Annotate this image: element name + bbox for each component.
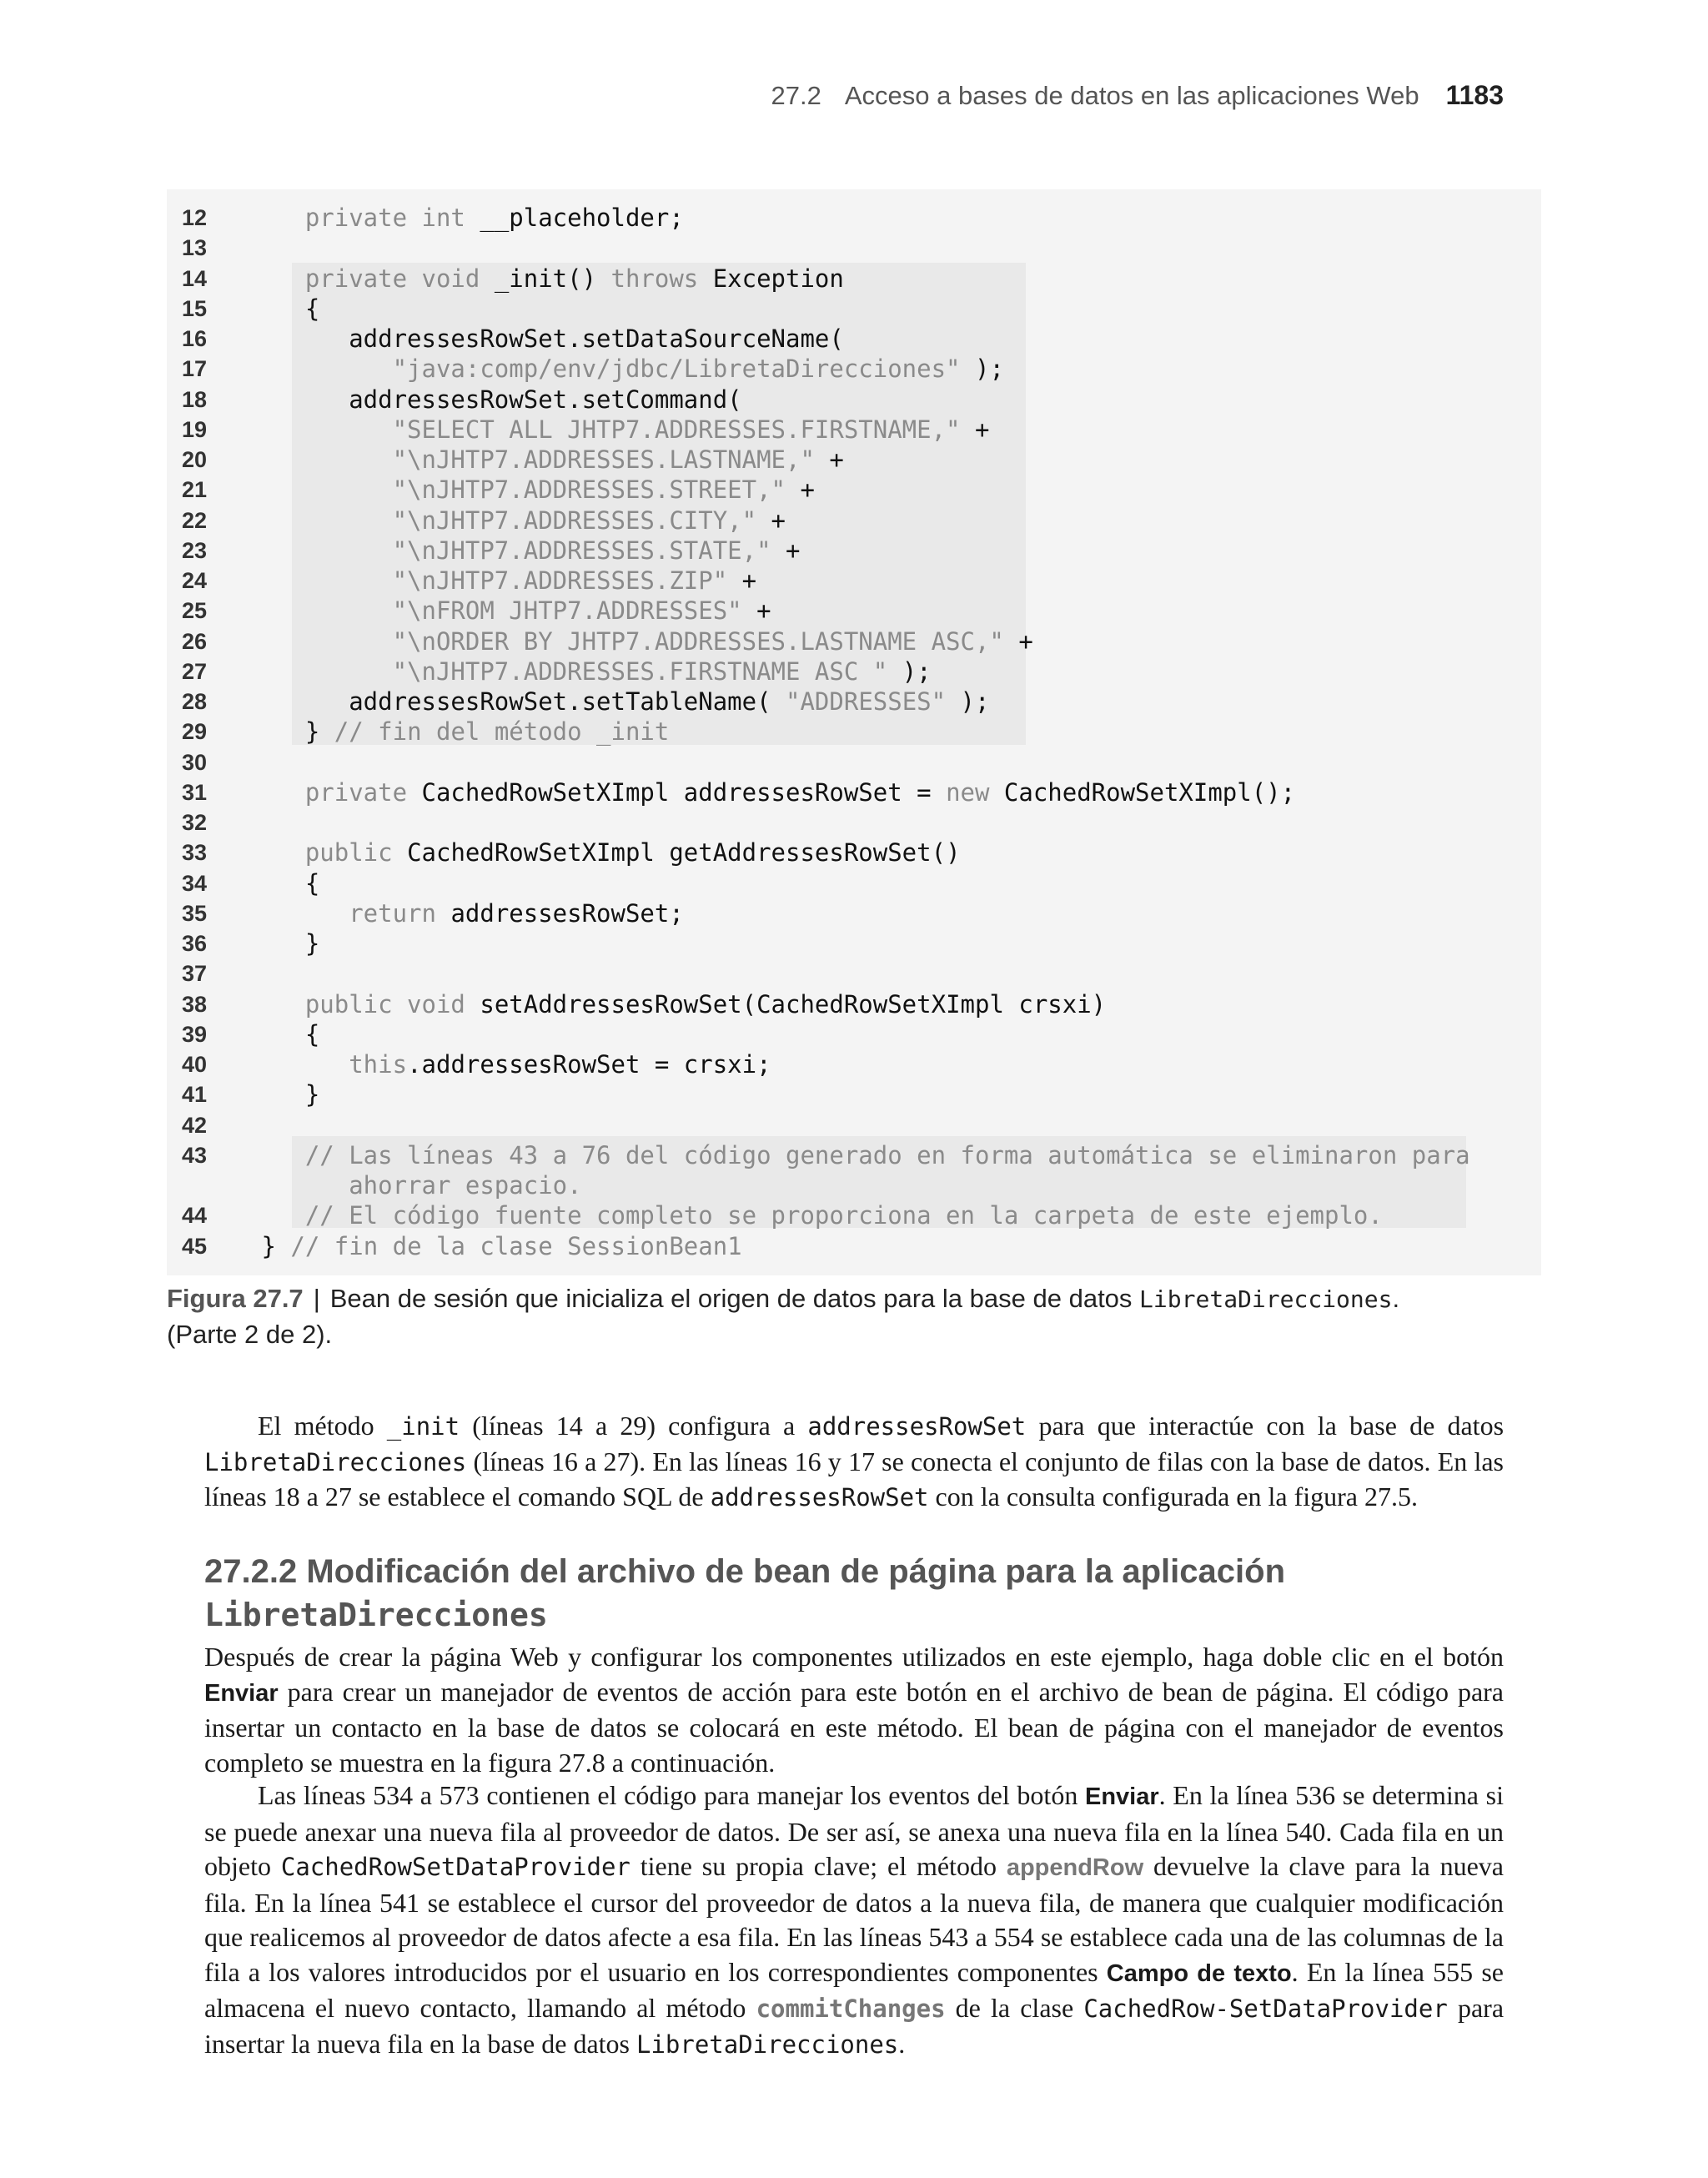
code-text	[247, 324, 844, 354]
inline-code: CachedRowSetDataProvider	[280, 1853, 630, 1881]
code-line	[167, 837, 1541, 868]
line-number: 39	[182, 1021, 208, 1047]
line-number: 23	[182, 537, 208, 563]
line-number: 20	[182, 447, 208, 472]
caption-separator: |	[313, 1284, 320, 1313]
code-token: addressesRowSet.setTableName(	[247, 687, 786, 716]
code-line	[167, 1200, 1541, 1230]
code-text	[247, 264, 844, 294]
line-number: 16	[182, 326, 208, 351]
text-run: para crear un manejador de eventos de acción para este botón en el archivo de bean de página. El código para insertar un contacto en la base de datos se colocará en este método. El bean de página con el manejador de eventos completo se muestra en la figura 27.8 a continuación.	[204, 1676, 1504, 1778]
line-number: 17	[182, 356, 208, 382]
code-token: // fin del método _init	[334, 717, 670, 747]
inline-code: addressesRowSet	[807, 1412, 1027, 1441]
code-token: CachedRowSetXImpl getAddressesRowSet()	[407, 838, 961, 868]
line-number: 14	[182, 265, 208, 291]
line-number: 41	[182, 1082, 208, 1108]
running-header	[771, 80, 1504, 120]
page-number: 1183	[1445, 80, 1504, 110]
code-line	[167, 294, 1541, 324]
code-token: );	[974, 355, 1004, 384]
caption-part: (Parte 2 de 2).	[167, 1320, 333, 1349]
line-number: 34	[182, 870, 208, 896]
code-token: );	[902, 656, 932, 686]
code-token: this	[247, 1050, 408, 1079]
line-number: 28	[182, 689, 208, 714]
code-token: addressesRowSet;	[450, 898, 684, 928]
code-text	[247, 989, 1106, 1019]
line-number: 26	[182, 628, 208, 654]
line-number: 29	[182, 719, 208, 745]
code-token: "\nJHTP7.ADDRESSES.STATE,"	[247, 536, 786, 565]
code-token: addressesRowSet.setDataSourceName(	[247, 324, 844, 353]
code-line	[167, 475, 1541, 505]
line-number: 44	[182, 1203, 208, 1229]
code-text	[247, 506, 786, 536]
code-token: }	[247, 929, 320, 958]
code-line	[167, 656, 1541, 687]
caption-code: LibretaDirecciones	[1139, 1285, 1393, 1313]
code-text	[247, 415, 989, 445]
line-number: 33	[182, 840, 208, 866]
code-token: public void	[247, 989, 480, 1019]
code-text	[247, 385, 742, 415]
line-number: 32	[182, 810, 208, 835]
text-run: (líneas 16 a 27). En las líneas 16 y 17 se conecta el conjunto de filas con la base de datos. En las líneas 18 a 27 se establece el comando SQL de	[204, 1446, 1504, 1512]
code-text	[247, 777, 1295, 807]
code-line	[167, 324, 1541, 354]
code-token: {	[247, 294, 320, 323]
code-line	[167, 717, 1541, 747]
inline-code: Enviar	[1084, 1783, 1159, 1810]
code-line	[167, 626, 1541, 656]
code-text	[247, 656, 932, 687]
code-line	[167, 415, 1541, 445]
code-text	[247, 1079, 319, 1109]
text-run: tiene su propia clave; el método	[630, 1851, 1007, 1881]
paragraph-init-method	[204, 1409, 1504, 1516]
inline-code: appendRow	[1006, 1854, 1144, 1881]
text-run: . En la línea 536 se determina si se puede anexar una nueva fila al proveedor de datos. De ser así, se anexa una nueva fila en la línea 540. Cada fila en un objeto	[204, 1780, 1505, 1881]
code-token: }	[247, 1231, 291, 1260]
figure-caption	[167, 1281, 1535, 1352]
paragraph-event-code	[204, 1778, 1504, 2062]
line-number: 24	[182, 568, 208, 593]
code-token: __placeholder;	[480, 204, 684, 232]
line-number: 35	[182, 900, 208, 926]
line-number: 18	[182, 386, 208, 412]
code-text	[247, 294, 319, 324]
line-number: 21	[182, 477, 208, 503]
text-run: para que interactúe con la base de datos	[1026, 1411, 1505, 1441]
code-token: "\nFROM JHTP7.ADDRESSES"	[247, 596, 757, 626]
code-line	[167, 264, 1541, 294]
inline-code: _init	[386, 1412, 460, 1441]
code-line	[167, 989, 1541, 1019]
code-token: +	[771, 506, 786, 535]
code-line	[167, 747, 1541, 777]
code-text	[247, 203, 684, 233]
code-line	[167, 687, 1541, 717]
code-text	[247, 1019, 319, 1049]
code-token: +	[786, 536, 801, 565]
text-run: (líneas 14 a 29) configura a	[460, 1411, 808, 1441]
running-title: Acceso a bases de datos en las aplicaciones Web	[844, 81, 1419, 110]
code-line	[167, 596, 1541, 626]
section-heading	[204, 1550, 1504, 1637]
code-text	[247, 717, 669, 747]
code-line	[167, 958, 1541, 988]
code-text	[247, 445, 844, 475]
text-run: Después de crear la página Web y configurar los componentes utilizados en este ejemplo, haga doble clic en el botón	[204, 1642, 1504, 1672]
code-text	[247, 898, 684, 928]
code-line	[167, 385, 1541, 415]
inline-code: Enviar	[204, 1679, 279, 1707]
code-token: "\nJHTP7.ADDRESSES.STREET,"	[247, 475, 801, 505]
code-text	[247, 475, 815, 505]
code-line	[167, 807, 1541, 837]
line-number: 36	[182, 931, 208, 956]
code-line	[167, 203, 1541, 233]
code-text	[247, 566, 756, 596]
code-token: new	[946, 777, 1004, 807]
code-listing	[167, 203, 1541, 1261]
code-line	[167, 566, 1541, 596]
code-token: +	[800, 475, 815, 505]
code-line	[167, 1019, 1541, 1049]
inline-code: CachedRow-SetDataProvider	[1083, 1994, 1448, 2023]
line-number: 38	[182, 991, 208, 1017]
code-token: setAddressesRowSet(CachedRowSetXImpl crsxi)	[480, 989, 1107, 1019]
inline-code: commitChanges	[756, 1994, 946, 2023]
code-line	[167, 445, 1541, 475]
code-line	[167, 1140, 1541, 1170]
code-token: "SELECT ALL JHTP7.ADDRESSES.FIRSTNAME,"	[247, 415, 975, 444]
code-text	[247, 837, 961, 868]
code-line	[167, 777, 1541, 807]
line-number: 45	[182, 1233, 208, 1259]
caption-text: Bean de sesión que inicializa el origen de datos para la base de datos	[329, 1284, 1133, 1313]
code-token: // Las líneas 43 a 76 del código generado en forma automática se eliminaron para	[247, 1140, 1470, 1169]
line-number: 43	[182, 1142, 208, 1168]
code-token: // El código fuente completo se proporciona en la carpeta de este ejemplo.	[247, 1201, 1383, 1230]
code-token: ahorrar espacio.	[247, 1171, 582, 1200]
code-line	[167, 868, 1541, 898]
line-number: 40	[182, 1052, 208, 1077]
code-token: return	[247, 898, 451, 928]
code-token: private	[247, 777, 422, 807]
code-token: throws	[610, 264, 713, 293]
line-number: 27	[182, 658, 208, 684]
line-number: 25	[182, 598, 208, 624]
code-text	[247, 1231, 742, 1261]
code-text	[247, 1170, 582, 1200]
code-token: "java:comp/env/jdbc/LibretaDirecciones"	[247, 355, 975, 384]
text-run: de la clase	[945, 1993, 1084, 2023]
code-token: "\nJHTP7.ADDRESSES.ZIP"	[247, 566, 742, 595]
code-token: "\nJHTP7.ADDRESSES.FIRSTNAME ASC "	[247, 656, 902, 686]
code-token: }	[247, 717, 334, 747]
code-text	[247, 596, 771, 626]
code-text	[247, 687, 989, 717]
text-run: Las líneas 534 a 573 contienen el código para manejar los eventos del botón	[258, 1780, 1085, 1810]
code-line	[167, 536, 1541, 566]
code-token: +	[741, 566, 757, 595]
code-token: }	[247, 1080, 320, 1109]
code-line	[167, 898, 1541, 928]
code-token: private void	[247, 264, 495, 293]
code-token: addressesRowSet.setCommand(	[247, 385, 742, 414]
line-number: 30	[182, 749, 208, 775]
code-token: CachedRowSetXImpl addressesRowSet =	[421, 777, 947, 807]
code-token: CachedRowSetXImpl();	[1003, 777, 1296, 807]
figure-label: Figura 27.7	[167, 1284, 304, 1313]
code-token: .addressesRowSet = crsxi;	[407, 1050, 771, 1079]
code-text	[247, 1049, 771, 1079]
text-run: para insertar la nueva fila en la base de datos	[204, 1993, 1505, 2059]
code-token: _init()	[494, 264, 611, 293]
code-token: private int	[247, 204, 480, 232]
code-token: "\nORDER BY JHTP7.ADDRESSES.LASTNAME ASC,"	[247, 626, 1019, 656]
code-token: );	[960, 687, 990, 716]
code-token: +	[829, 445, 844, 474]
code-token: Exception	[712, 264, 844, 293]
line-number: 22	[182, 507, 208, 533]
heading-text: Modificación del archivo de bean de página para la aplicación	[306, 1553, 1285, 1590]
code-line	[167, 1231, 1541, 1261]
paragraph-create-handler	[204, 1640, 1504, 1780]
code-text	[247, 1200, 1383, 1230]
line-number: 13	[182, 235, 208, 261]
line-number: 31	[182, 779, 208, 805]
code-line	[167, 1110, 1541, 1140]
text-run: El método	[258, 1411, 387, 1441]
code-token: public	[247, 838, 408, 868]
code-token: "\nJHTP7.ADDRESSES.LASTNAME,"	[247, 445, 830, 474]
code-line	[167, 506, 1541, 536]
code-token: // fin de la clase SessionBean1	[290, 1231, 742, 1260]
line-number: 12	[182, 205, 208, 230]
inline-code: LibretaDirecciones	[636, 2030, 899, 2059]
text-run: . En la línea 555 se almacena el nuevo contacto, llamando al método	[204, 1956, 1505, 2023]
line-number: 19	[182, 416, 208, 442]
inline-code: Campo de texto	[1106, 1959, 1292, 1987]
code-token: +	[756, 596, 771, 626]
code-text	[247, 1140, 1470, 1170]
section-number: 27.2	[771, 81, 821, 110]
code-line	[167, 233, 1541, 263]
code-token: "\nJHTP7.ADDRESSES.CITY,"	[247, 506, 771, 535]
code-token: {	[247, 1019, 320, 1049]
line-number: 15	[182, 295, 208, 321]
heading-code: LibretaDirecciones	[204, 1597, 548, 1633]
code-token: +	[974, 415, 990, 444]
code-line	[167, 928, 1541, 958]
code-text	[247, 536, 800, 566]
code-token: "ADDRESSES"	[786, 687, 961, 716]
code-text	[247, 928, 319, 958]
code-text	[247, 626, 1033, 656]
code-line	[167, 1049, 1541, 1079]
heading-number: 27.2.2	[204, 1553, 298, 1590]
line-number: 37	[182, 961, 208, 987]
code-line	[167, 1170, 1541, 1200]
code-text	[247, 868, 319, 898]
text-run: .	[898, 2028, 906, 2059]
code-line	[167, 354, 1541, 384]
code-token: {	[247, 868, 320, 898]
inline-code: LibretaDirecciones	[204, 1447, 467, 1476]
text-run: devuelve la clave para la nueva fila. En la línea 541 se establece el cursor del proveedor de datos a la nueva fila, de manera que cualquier modificación que realicemos al proveedor de datos afecte a esa fila. En las líneas 543 a 554 se establece cada una de las columnas de la fila a los valores introducidos por el usuario en los correspondientes componentes	[204, 1851, 1505, 1987]
inline-code: addressesRowSet	[710, 1483, 929, 1512]
caption-end: .	[1392, 1284, 1400, 1313]
code-token: +	[1018, 626, 1033, 656]
code-text	[247, 354, 1004, 384]
text-run: con la consulta configurada en la figura 27.5.	[928, 1481, 1418, 1512]
code-line	[167, 1079, 1541, 1109]
line-number: 42	[182, 1112, 208, 1138]
